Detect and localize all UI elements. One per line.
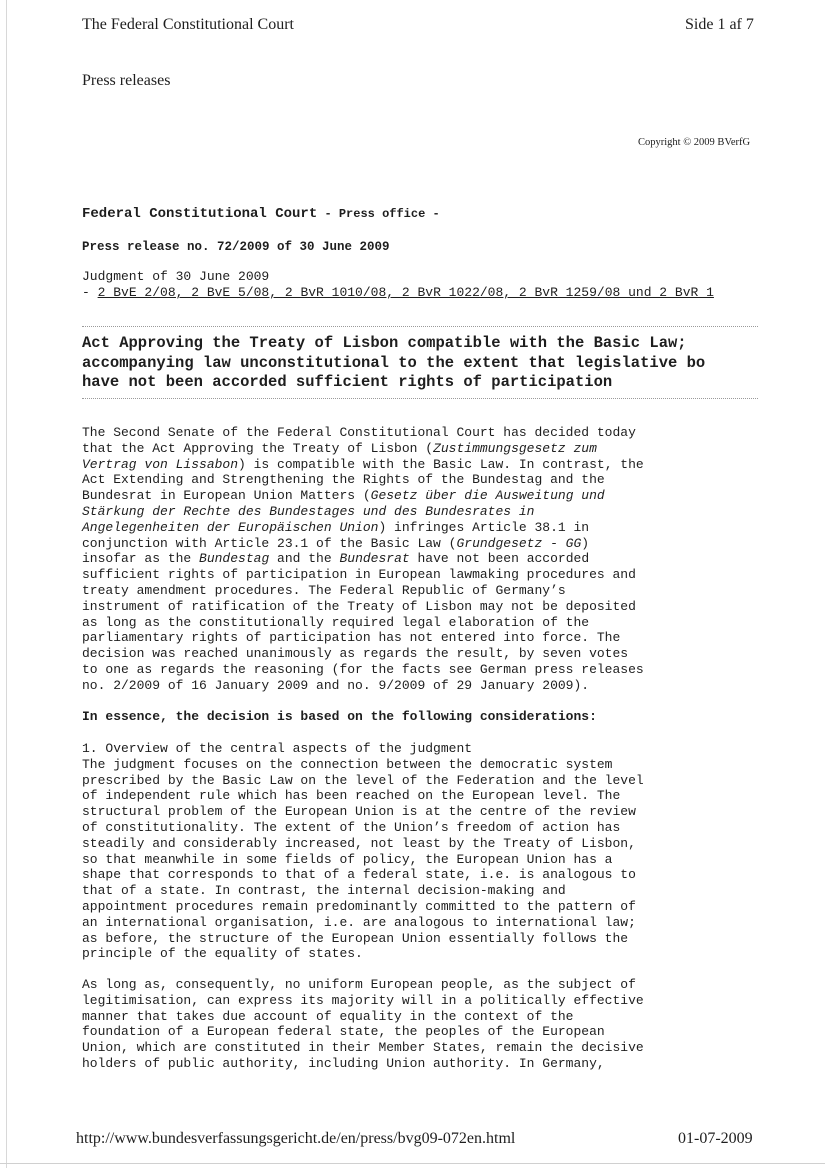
text-segment: Act Extending and Strengthening the Rights of the Bundestag and the xyxy=(82,472,605,488)
court-separator-1: - xyxy=(317,207,339,221)
essence-heading: In essence, the decision is based on the following considerations: xyxy=(82,709,597,724)
section-label: Press releases xyxy=(82,72,171,89)
text-line xyxy=(82,457,772,473)
overview-heading: 1. Overview of the central aspects of the judgment xyxy=(82,741,473,756)
legitimisation-paragraph xyxy=(82,977,772,1072)
text-segment: ) infringes Article 38.1 in xyxy=(378,519,590,535)
text-line: appointment procedures remain predominantly committed to the pattern of xyxy=(82,898,636,914)
text-line: structural problem of the European Union is at the centre of the review xyxy=(82,804,636,820)
scan-edge-bottom xyxy=(0,1163,825,1164)
text-line: as before, the structure of the European Union essentially follows the xyxy=(82,930,629,946)
italic-term: Gesetz über die Ausweitung und xyxy=(370,488,605,504)
italic-term: Angelegenheiten der Europäischen Union xyxy=(82,519,379,535)
text-segment: insofar as the xyxy=(82,551,200,567)
text-segment: as long as the constitutionally required legal elaboration of the xyxy=(82,614,590,630)
case-prefix: - xyxy=(82,285,98,300)
text-segment: ) xyxy=(581,535,590,551)
text-line: principle of the equality of states. xyxy=(82,946,363,962)
text-line: of constitutionality. The extent of the Union’s freedom of action has xyxy=(82,819,621,835)
text-line xyxy=(82,646,772,662)
text-segment: treaty amendment procedures. The Federal Republic of Germany’s xyxy=(82,582,566,598)
text-line xyxy=(82,630,772,646)
text-line xyxy=(82,615,772,631)
court-office-line xyxy=(82,206,440,222)
overview-paragraph xyxy=(82,741,772,962)
case-numbers-line xyxy=(82,285,762,300)
text-line: foundation of a European federal state, the peoples of the European xyxy=(82,1024,605,1040)
text-line: prescribed by the Basic Law on the level of the Federation and the level xyxy=(82,772,644,788)
text-segment: and the xyxy=(269,551,340,567)
page-indicator: Side 1 af 7 xyxy=(685,16,754,33)
text-line xyxy=(82,520,772,536)
divider-top xyxy=(82,326,758,327)
text-segment: instrument of ratification of the Treaty of Lisbon may not be deposited xyxy=(82,598,636,614)
headline-line: Act Approving the Treaty of Lisbon compatible with the Basic Law; xyxy=(82,334,687,352)
text-segment: have not been accorded xyxy=(409,551,590,567)
text-line xyxy=(82,583,772,599)
case-numbers-link[interactable]: 2 BvE 2/08, 2 BvE 5/08, 2 BvR 1010/08, 2 BvR 1022/08, 2 BvR 1259/08 und 2 BvR 1 xyxy=(97,285,714,300)
text-segment: The Second Senate of the Federal Constitutional Court has decided today xyxy=(82,425,636,440)
text-line: holders of public authority, including Union authority. In Germany, xyxy=(82,1055,605,1071)
text-line: Union, which are constituted in their Member States, remain the decisive xyxy=(82,1040,644,1056)
italic-term: Grundgesetz - GG xyxy=(456,535,582,551)
text-segment: decision was reached unanimously as regards the result, by seven votes xyxy=(82,646,629,662)
headline-line: have not been accorded sufficient rights of participation xyxy=(82,373,613,391)
text-line: that of a state. In contrast, the internal decision-making and xyxy=(82,883,566,899)
press-office-label: Press office xyxy=(338,207,426,221)
text-segment: to one as regards the reasoning (for the facts see German press releases xyxy=(82,661,644,677)
italic-term: Vertrag von Lissabon xyxy=(82,456,239,472)
text-segment: conjunction with Article 23.1 of the Basic Law ( xyxy=(82,535,457,551)
text-line xyxy=(82,536,772,552)
text-segment: ) is compatible with the Basic Law. In contrast, the xyxy=(238,456,644,472)
scan-edge-left xyxy=(6,0,7,1168)
italic-term: Zustimmungsgesetz zum xyxy=(433,440,597,456)
text-segment: Bundesrat in European Union Matters ( xyxy=(82,488,371,504)
text-line: steadily and considerably increased, not least by the Treaty of Lisbon, xyxy=(82,835,636,851)
divider-bottom xyxy=(82,398,758,399)
text-line xyxy=(82,488,772,504)
headline xyxy=(82,334,758,393)
text-line: manner that takes due account of equality in the context of the xyxy=(82,1008,574,1024)
text-line: an international organisation, i.e. are analogous to international law; xyxy=(82,914,636,930)
text-line xyxy=(82,599,772,615)
text-line xyxy=(82,504,772,520)
footer-date: 01-07-2009 xyxy=(678,1130,753,1147)
italic-term: Stärkung der Rechte des Bundestages und des Bundesrates in xyxy=(82,503,535,519)
text-segment: parliamentary rights of participation has not entered into force. The xyxy=(82,630,621,646)
press-release-number: Press release no. 72/2009 of 30 June 2009 xyxy=(82,240,390,254)
footer-url[interactable]: http://www.bundesverfassungsgericht.de/en/press/bvg09-072en.html xyxy=(76,1130,516,1147)
court-name: Federal Constitutional Court xyxy=(82,206,318,222)
text-line: legitimisation, can express its majority will in a politically effective xyxy=(82,992,644,1008)
text-line xyxy=(82,441,772,457)
text-segment: no. 2/2009 of 16 January 2009 and no. 9/2009 of 29 January 2009). xyxy=(82,677,590,693)
text-line: of independent rule which has been reached on the European level. The xyxy=(82,788,621,804)
text-line: The judgment focuses on the connection between the democratic system xyxy=(82,756,613,772)
page-header-title: The Federal Constitutional Court xyxy=(82,16,294,33)
text-line xyxy=(82,678,772,694)
text-line: As long as, consequently, no uniform European people, as the subject of xyxy=(82,977,636,992)
intro-paragraph xyxy=(82,425,772,694)
text-segment: that the Act Approving the Treaty of Lisbon ( xyxy=(82,440,434,456)
text-line xyxy=(82,662,772,678)
judgment-date: Judgment of 30 June 2009 xyxy=(82,269,270,284)
court-separator-2: - xyxy=(425,207,440,221)
text-line xyxy=(82,425,772,441)
text-line xyxy=(82,551,772,567)
italic-term: Bundestag xyxy=(199,551,270,567)
text-segment: sufficient rights of participation in European lawmaking procedures and xyxy=(82,567,636,583)
text-line xyxy=(82,567,772,583)
headline-line: accompanying law unconstitutional to the extent that legislative bo xyxy=(82,353,706,372)
italic-term: Bundesrat xyxy=(339,551,410,567)
text-line: shape that corresponds to that of a federal state, i.e. is analogous to xyxy=(82,867,636,883)
copyright-notice: Copyright © 2009 BVerfG xyxy=(638,137,751,148)
text-line xyxy=(82,472,772,488)
text-line: so that meanwhile in some fields of policy, the European Union has a xyxy=(82,851,613,867)
